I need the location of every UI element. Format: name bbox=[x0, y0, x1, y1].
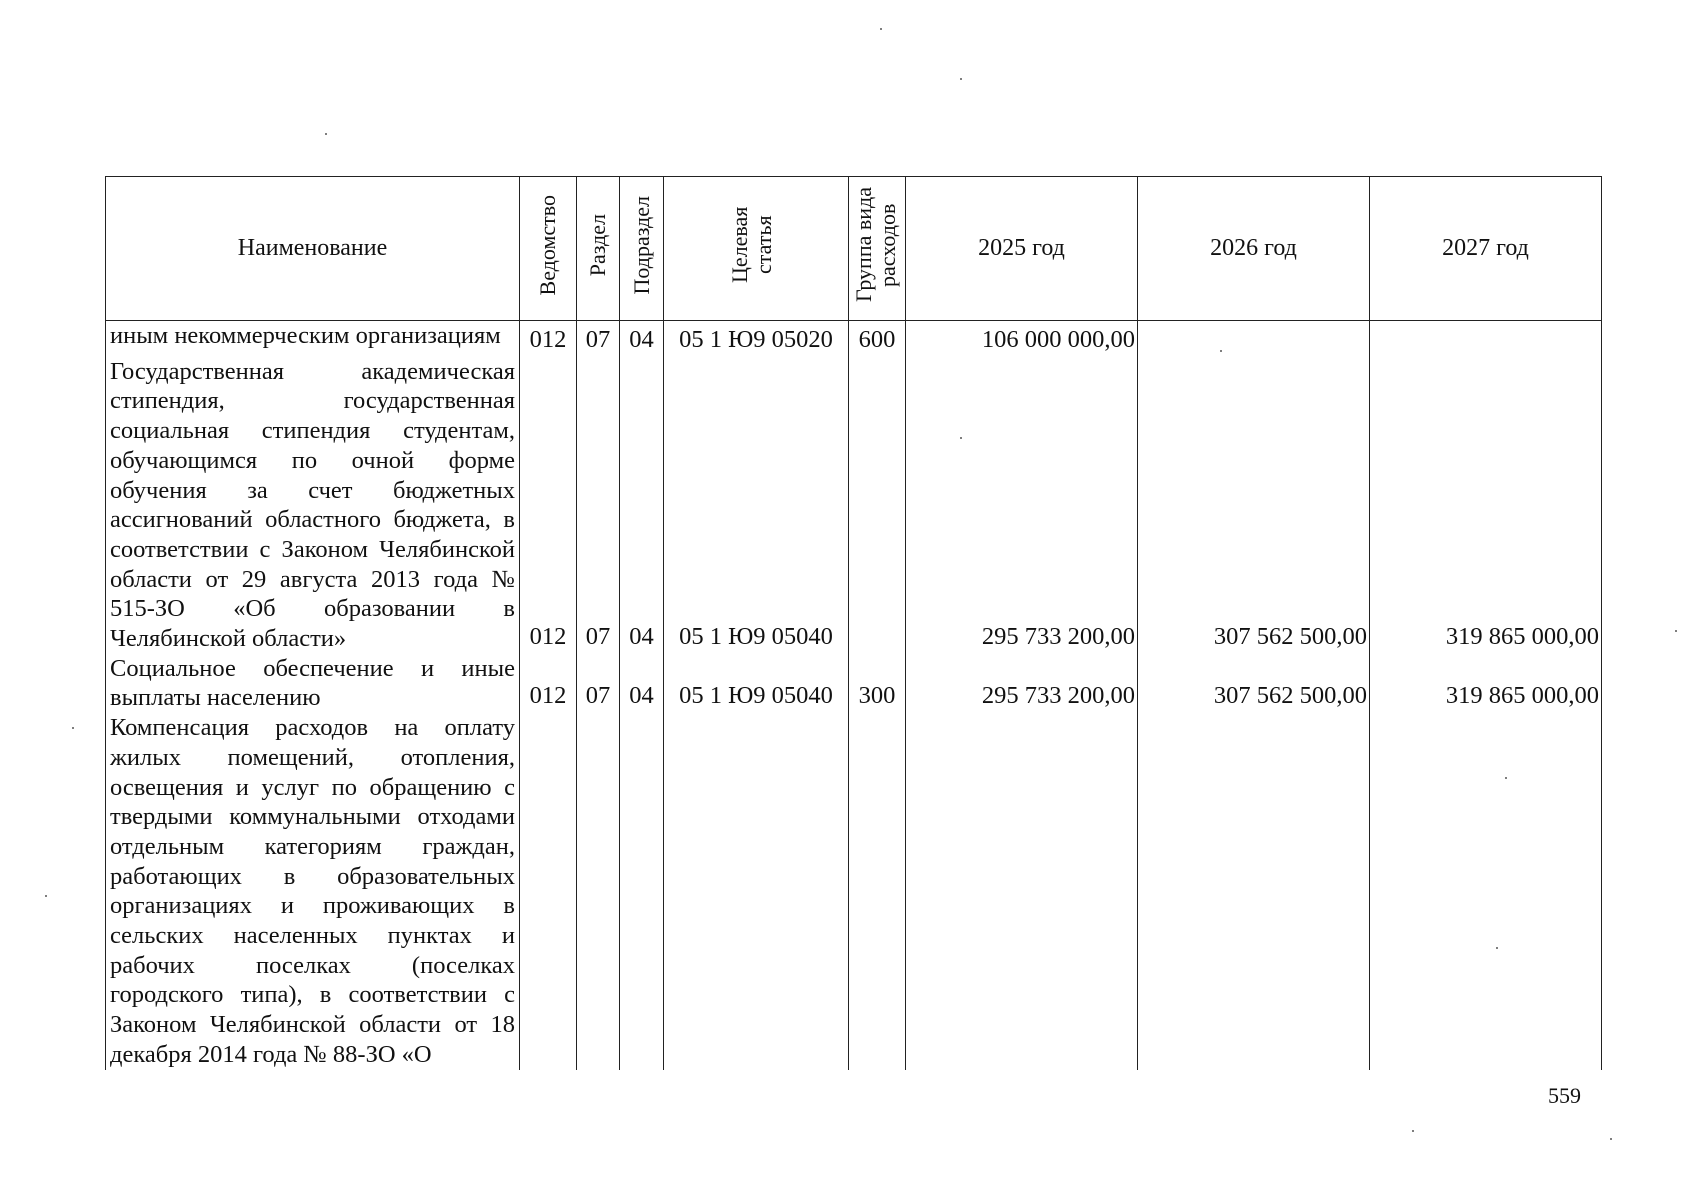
row-year-2026: 307 562 500,00 bbox=[1138, 357, 1370, 654]
row-year-2027 bbox=[1370, 321, 1602, 357]
budget-table bbox=[105, 176, 1602, 1070]
row-year-2027: 319 865 000,00 bbox=[1370, 357, 1602, 654]
scan-speck bbox=[1412, 1130, 1414, 1132]
row-section: 07 bbox=[577, 357, 620, 654]
header-target-article: Целевая статья bbox=[664, 177, 849, 321]
row-section: 07 bbox=[577, 654, 620, 713]
scan-speck bbox=[1610, 1138, 1612, 1140]
row-department: 012 bbox=[520, 321, 577, 357]
header-year-2025: 2025 год bbox=[906, 177, 1138, 321]
scan-speck bbox=[1220, 350, 1222, 352]
row-target-article: 05 1 Ю9 05040 bbox=[664, 357, 849, 654]
row-target-article bbox=[664, 713, 849, 1069]
header-section: Раздел bbox=[577, 177, 620, 321]
row-year-2027 bbox=[1370, 713, 1602, 1069]
row-section: 07 bbox=[577, 321, 620, 357]
row-year-2027: 319 865 000,00 bbox=[1370, 654, 1602, 713]
header-name: Наименование bbox=[106, 177, 520, 321]
row-subsection: 04 bbox=[620, 321, 664, 357]
row-subsection: 04 bbox=[620, 357, 664, 654]
row-year-2025 bbox=[906, 713, 1138, 1069]
header-subsection: Подраздел bbox=[620, 177, 664, 321]
row-subsection: 04 bbox=[620, 654, 664, 713]
header-expense-group: Группа вида расходов bbox=[849, 177, 906, 321]
header-year-2027: 2027 год bbox=[1370, 177, 1602, 321]
row-year-2026: 307 562 500,00 bbox=[1138, 654, 1370, 713]
row-target-article: 05 1 Ю9 05020 bbox=[664, 321, 849, 357]
scan-speck bbox=[325, 133, 327, 135]
row-name: Компенсация расходов на оплату жилых помещений, отопления, освещения и услуг по обращению с твердыми коммунальными отходами отдельным категориям граждан, работающих в образовательных организациях и проживающих в сельских населенных пунктах и рабочих поселках (поселках городского типа), в соответствии с Законом Челябинской области от 18 декабря 2014 года № 88-ЗО «О bbox=[106, 713, 520, 1069]
row-expense-group bbox=[849, 713, 906, 1069]
row-name: Государственная академическая стипендия, государственная социальная стипендия студентам, обучающимся по очной форме обучения за счет бюджетных ассигнований областного бюджета, в соответствии с Законом Челябинской области от 29 августа 2013 года № 515-ЗО «Об образовании в Челябинской области» bbox=[106, 357, 520, 654]
row-section bbox=[577, 713, 620, 1069]
row-expense-group bbox=[849, 357, 906, 654]
scan-speck bbox=[1505, 777, 1507, 779]
table-row bbox=[106, 321, 1602, 357]
page-number: 559 bbox=[1548, 1083, 1581, 1108]
table-row bbox=[106, 713, 1602, 1069]
header-department: Ведомство bbox=[520, 177, 577, 321]
row-year-2025: 295 733 200,00 bbox=[906, 357, 1138, 654]
row-year-2026 bbox=[1138, 321, 1370, 357]
row-department: 012 bbox=[520, 654, 577, 713]
scan-speck bbox=[45, 895, 47, 897]
table-row bbox=[106, 357, 1602, 654]
scan-speck bbox=[72, 727, 74, 729]
row-year-2025: 295 733 200,00 bbox=[906, 654, 1138, 713]
row-expense-group: 300 bbox=[849, 654, 906, 713]
row-department bbox=[520, 713, 577, 1069]
row-year-2026 bbox=[1138, 713, 1370, 1069]
scan-speck bbox=[1496, 947, 1498, 949]
row-expense-group: 600 bbox=[849, 321, 906, 357]
row-target-article: 05 1 Ю9 05040 bbox=[664, 654, 849, 713]
row-name: Социальное обеспечение и иные выплаты населению bbox=[106, 654, 520, 713]
table-header-row bbox=[106, 177, 1602, 321]
scan-speck bbox=[960, 78, 962, 80]
scan-speck bbox=[880, 28, 882, 30]
table-row bbox=[106, 654, 1602, 713]
header-year-2026: 2026 год bbox=[1138, 177, 1370, 321]
scan-speck bbox=[1675, 630, 1677, 632]
row-year-2025: 106 000 000,00 bbox=[906, 321, 1138, 357]
row-name: иным некоммерческим организациям bbox=[106, 321, 520, 357]
scan-speck bbox=[960, 437, 962, 439]
row-subsection bbox=[620, 713, 664, 1069]
row-department: 012 bbox=[520, 357, 577, 654]
